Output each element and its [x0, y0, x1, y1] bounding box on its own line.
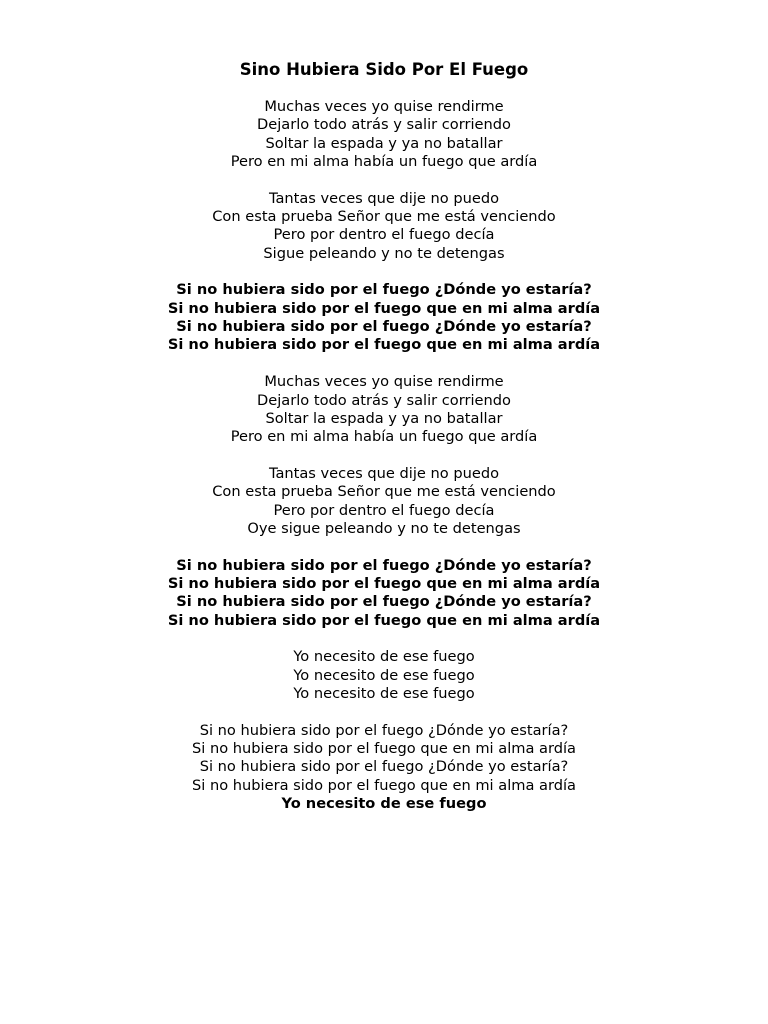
- verse-stanza: [0, 98, 768, 171]
- verse-stanza: [0, 722, 768, 814]
- lyric-line: Yo necesito de ese fuego: [281, 795, 487, 813]
- lyric-line: Sigue peleando y no te detengas: [263, 244, 505, 262]
- lyric-line: Si no hubiera sido por el fuego que en mi alma ardía: [192, 776, 576, 794]
- lyric-line: Si no hubiera sido por el fuego ¿Dónde yo estaría?: [176, 281, 592, 299]
- verse-stanza: [0, 373, 768, 446]
- lyric-line: Con esta prueba Señor que me está venciendo: [212, 483, 556, 501]
- chorus-stanza: [0, 281, 768, 354]
- lyric-line: Si no hubiera sido por el fuego ¿Dónde yo estaría?: [199, 758, 569, 776]
- lyric-line: Yo necesito de ese fuego: [293, 685, 475, 702]
- lyric-line: Soltar la espada y ya no batallar: [265, 409, 503, 427]
- lyric-line: Pero en mi alma había un fuego que ardía: [230, 428, 538, 446]
- lyric-line: Pero por dentro el fuego decía: [273, 501, 495, 519]
- lyric-line: Con esta prueba Señor que me está venciendo: [212, 208, 556, 226]
- verse-stanza: [0, 190, 768, 263]
- lyric-line: Yo necesito de ese fuego: [293, 666, 475, 684]
- lyric-line: Muchas veces yo quise rendirme: [264, 98, 504, 115]
- lyric-line: Dejarlo todo atrás y salir corriendo: [257, 391, 511, 409]
- lyric-line: Si no hubiera sido por el fuego ¿Dónde yo estaría?: [176, 556, 592, 574]
- lyric-line: Si no hubiera sido por el fuego ¿Dónde yo estaría?: [176, 318, 592, 336]
- lyric-line: Dejarlo todo atrás y salir corriendo: [257, 116, 511, 134]
- lyric-line: Pero en mi alma había un fuego que ardía: [230, 153, 538, 171]
- lyric-line: Muchas veces yo quise rendirme: [264, 373, 504, 391]
- page-title: Sino Hubiera Sido Por El Fuego: [239, 60, 529, 79]
- lyric-line: Si no hubiera sido por el fuego ¿Dónde yo estaría?: [199, 721, 569, 739]
- lyric-line: Si no hubiera sido por el fuego ¿Dónde yo estaría?: [176, 593, 592, 611]
- lyric-line: Tantas veces que dije no puedo: [268, 464, 500, 482]
- lyrics-body: [0, 98, 768, 832]
- lyric-line: Si no hubiera sido por el fuego que en mi alma ardía: [167, 611, 601, 629]
- lyric-line: Si no hubiera sido por el fuego que en mi alma ardía: [192, 740, 576, 758]
- lyric-line: Si no hubiera sido por el fuego que en mi alma ardía: [167, 336, 601, 354]
- lyric-line: Tantas veces que dije no puedo: [268, 189, 500, 207]
- lyric-line: Soltar la espada y ya no batallar: [265, 134, 503, 152]
- chorus-stanza: [0, 557, 768, 630]
- verse-stanza: [0, 465, 768, 538]
- lyric-line: Yo necesito de ese fuego: [293, 648, 475, 666]
- verse-stanza: [0, 648, 768, 703]
- lyric-line: Si no hubiera sido por el fuego que en mi alma ardía: [167, 299, 601, 317]
- lyric-line: Oye sigue peleando y no te detengas: [247, 519, 521, 537]
- lyric-line: Pero por dentro el fuego decía: [273, 226, 495, 244]
- lyric-line: Si no hubiera sido por el fuego que en mi alma ardía: [167, 574, 601, 592]
